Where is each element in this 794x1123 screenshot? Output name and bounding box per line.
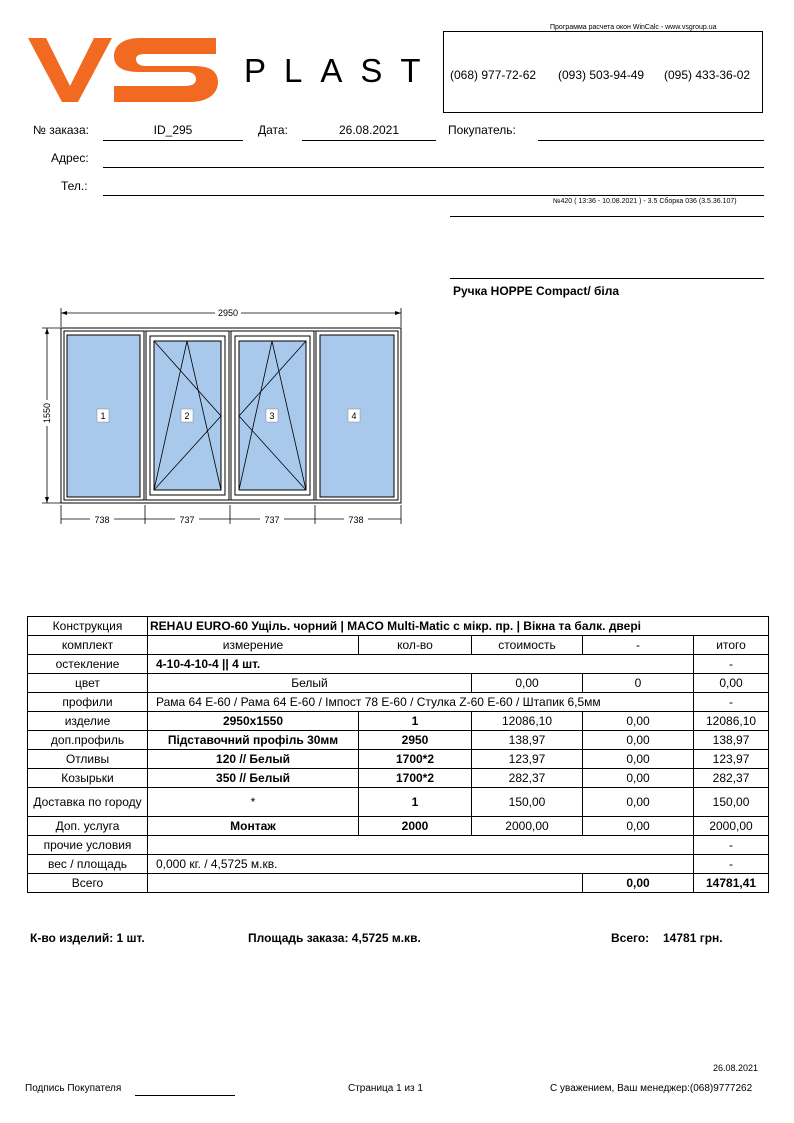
summary-items: К-во изделий: 1 шт. [30, 931, 145, 945]
extra-profile-label: доп.профиль [28, 731, 148, 750]
extra-profile-total: 138,97 [694, 731, 769, 750]
table-row [28, 712, 769, 731]
phones-box [443, 31, 763, 113]
color-discount: 0 [583, 674, 694, 693]
extra-profile-qty: 2950 [359, 731, 472, 750]
item-qty: 1 [359, 712, 472, 731]
glazing-value: 4-10-4-10-4 || 4 шт. [148, 655, 694, 674]
delivery-label: Доставка по городу [28, 788, 148, 817]
service-label: Доп. услуга [28, 817, 148, 836]
handle-note: Ручка HOPPE Compact/ біла [453, 284, 620, 298]
visors-cost: 282,37 [472, 769, 583, 788]
weight-label: вес / площадь [28, 855, 148, 874]
delivery-measure: * [148, 788, 359, 817]
order-date: 26.08.2021 [338, 123, 400, 137]
table-row [28, 617, 769, 636]
table-row [28, 731, 769, 750]
spec-table [27, 616, 769, 893]
item-measure: 2950x1550 [148, 712, 359, 731]
summary-total: 14781 грн. [663, 931, 723, 945]
color-label: цвет [28, 674, 148, 693]
profiles-label: профили [28, 693, 148, 712]
weight-total: - [694, 855, 769, 874]
weight-value: 0,000 кг. / 4,5725 м.кв. [148, 855, 694, 874]
header-dash: - [583, 636, 694, 655]
table-row [28, 836, 769, 855]
sills-measure: 120 // Белый [148, 750, 359, 769]
sills-cost: 123,97 [472, 750, 583, 769]
sum-discount: 0,00 [583, 874, 694, 893]
service-discount: 0,00 [583, 817, 694, 836]
table-row [28, 817, 769, 836]
dim-sash-1: 738 [94, 515, 110, 525]
dim-height: 1550 [42, 402, 52, 424]
header-kit: комплект [28, 636, 148, 655]
item-discount: 0,00 [583, 712, 694, 731]
dim-sash-3: 737 [264, 515, 280, 525]
delivery-discount: 0,00 [583, 788, 694, 817]
color-total: 0,00 [694, 674, 769, 693]
construction-value: REHAU EURO-60 Ущіль. чорний | MACO Multi-Matic с мікр. пр. | Вікна та балк. двері [148, 617, 769, 636]
extra-profile-cost: 138,97 [472, 731, 583, 750]
table-total-row [28, 874, 769, 893]
visors-qty: 1700*2 [359, 769, 472, 788]
program-note: Программа расчета окон WinCalc - www.vsgroup.ua [550, 24, 717, 31]
order-number-label: № заказа: [33, 123, 89, 137]
visors-discount: 0,00 [583, 769, 694, 788]
table-row [28, 750, 769, 769]
extra-profile-discount: 0,00 [583, 731, 694, 750]
sash-label-3: 3 [269, 411, 275, 421]
table-row [28, 788, 769, 817]
brand-plast: PLAST [244, 52, 439, 89]
phone-label: Тел.: [61, 179, 88, 193]
order-date-label: Дата: [258, 123, 288, 137]
table-header-row [28, 636, 769, 655]
color-cost: 0,00 [472, 674, 583, 693]
sills-total: 123,97 [694, 750, 769, 769]
table-row [28, 769, 769, 788]
service-cost: 2000,00 [472, 817, 583, 836]
sum-label: Всего [28, 874, 148, 893]
vs-logo [22, 34, 222, 106]
sills-label: Отливы [28, 750, 148, 769]
sum-total: 14781,41 [694, 874, 769, 893]
construction-label: Конструкция [28, 617, 148, 636]
visors-measure: 350 // Белый [148, 769, 359, 788]
version-note: №420 ( 13:36 - 10.08.2021 ) - 3.5 Сборка 036 (3.5.36.107) [553, 198, 737, 205]
sash-label-2: 2 [184, 411, 190, 421]
summary-area: Площадь заказа: 4,5725 м.кв. [248, 931, 421, 945]
visors-total: 282,37 [694, 769, 769, 788]
item-label: изделие [28, 712, 148, 731]
dim-sash-2: 737 [179, 515, 195, 525]
sills-discount: 0,00 [583, 750, 694, 769]
delivery-total: 150,00 [694, 788, 769, 817]
sash-label-1: 1 [100, 411, 106, 421]
delivery-cost: 150,00 [472, 788, 583, 817]
profiles-value: Рама 64 Е-60 / Рама 64 Е-60 / Імпост 78 Е-60 / Стулка Z-60 Е-60 / Штапик 6,5мм [148, 693, 694, 712]
manager-contact: С уважением, Ваш менеджер:(068)9777262 [550, 1083, 753, 1094]
buyer-label: Покупатель: [448, 123, 516, 137]
signature-label: Подпись Покупателя [25, 1083, 122, 1094]
item-cost: 12086,10 [472, 712, 583, 731]
header-qty: кол-во [359, 636, 472, 655]
table-row [28, 655, 769, 674]
glazing-label: остекление [28, 655, 148, 674]
header-measure: измерение [148, 636, 359, 655]
other-label: прочие условия [28, 836, 148, 855]
order-number: ID_295 [153, 123, 193, 137]
table-row [28, 693, 769, 712]
page-number: Страница 1 из 1 [348, 1083, 423, 1094]
service-total: 2000,00 [694, 817, 769, 836]
item-total: 12086,10 [694, 712, 769, 731]
glazing-total: - [694, 655, 769, 674]
phone-3: (095) 433-36-02 [664, 68, 751, 82]
profiles-total: - [694, 693, 769, 712]
summary-total-label: Всего: [611, 931, 650, 945]
sills-qty: 1700*2 [359, 750, 472, 769]
service-measure: Монтаж [148, 817, 359, 836]
delivery-qty: 1 [359, 788, 472, 817]
color-value: Белый [148, 674, 472, 693]
phone-1: (068) 977-72-62 [450, 68, 537, 82]
visors-label: Козырьки [28, 769, 148, 788]
sash-label-4: 4 [351, 411, 357, 421]
dim-sash-4: 738 [348, 515, 364, 525]
other-total: - [694, 836, 769, 855]
dim-total-width: 2950 [217, 308, 239, 318]
phone-2: (093) 503-94-49 [558, 68, 645, 82]
service-qty: 2000 [359, 817, 472, 836]
table-row [28, 855, 769, 874]
extra-profile-measure: Підставочний профіль 30мм [148, 731, 359, 750]
table-row [28, 674, 769, 693]
footer-date: 26.08.2021 [713, 1063, 759, 1073]
window-drawing [36, 300, 416, 530]
header-cost: стоимость [472, 636, 583, 655]
header-total: итого [694, 636, 769, 655]
address-label: Адрес: [51, 151, 89, 165]
